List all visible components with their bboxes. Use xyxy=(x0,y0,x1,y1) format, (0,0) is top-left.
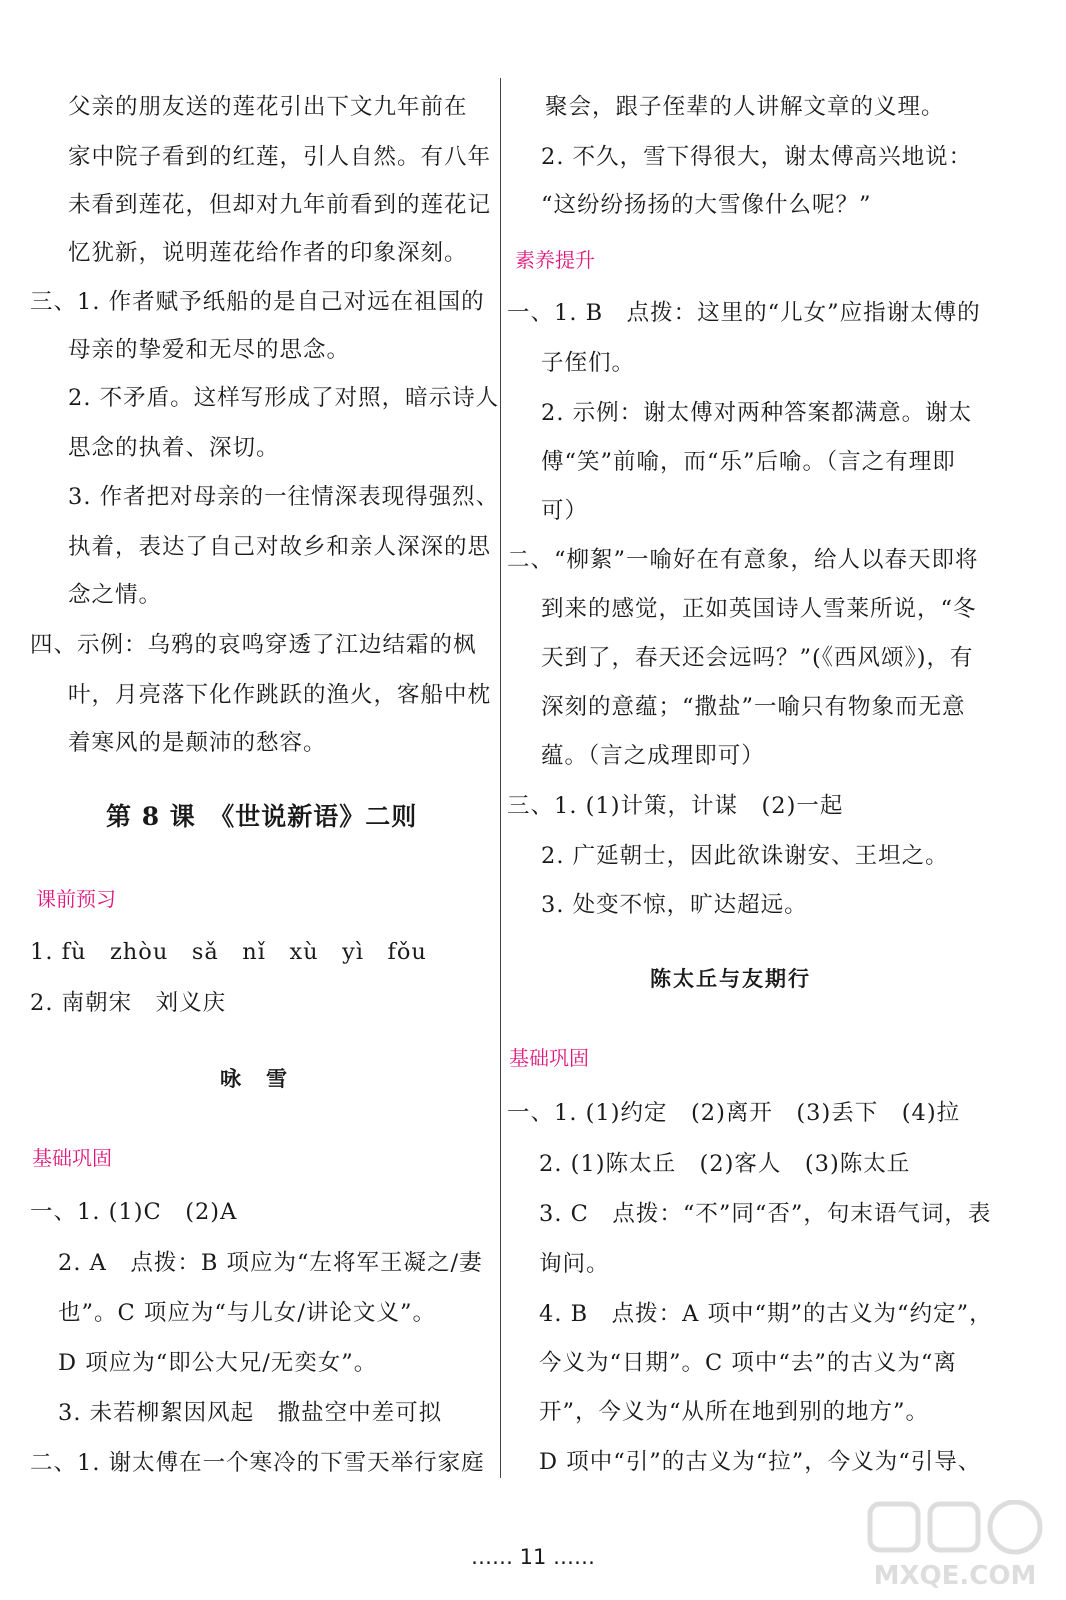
text-line: 3. 作者把对母亲的一往情深表现得强烈、 xyxy=(68,484,500,510)
text-line: 3. 未若柳絮因风起 撒盐空中差可拟 xyxy=(58,1400,443,1426)
text-line: 蕴。（言之成理即可） xyxy=(541,743,765,769)
text-line: 一、1. (1)约定 (2)离开 (3)丢下 (4)拉 xyxy=(507,1100,961,1126)
text-line: 聚会，跟子侄辈的人讲解文章的义理。 xyxy=(545,94,945,120)
text-line: 着寒风的是颠沛的愁容。 xyxy=(68,730,327,756)
text-line: 可） xyxy=(541,498,589,524)
column-divider xyxy=(500,78,501,1478)
text-line: “这纷纷扬扬的大雪像什么呢？” xyxy=(541,192,872,218)
text-line: 2. 广延朝士，因此欲诛谢安、王坦之。 xyxy=(541,843,949,869)
text-line: 2. (1)陈太丘 (2)客人 (3)陈太丘 xyxy=(539,1151,911,1177)
text-line: 未看到莲花，但却对九年前看到的莲花记 xyxy=(68,192,492,218)
text-line: 傅“笑”前喻，而“乐”后喻。（言之有理即 xyxy=(541,449,956,475)
section-heading-improve: 素养提升 xyxy=(515,248,595,272)
text-line: 2. 示例：谢太傅对两种答案都满意。谢太 xyxy=(541,400,973,426)
text-line: 开”，今义为“从所在地到别的地方”。 xyxy=(539,1399,930,1425)
page-number: …… 11 …… xyxy=(470,1545,596,1569)
text-line: 也”。C 项应为“与儿女/讲论文义”。 xyxy=(58,1300,436,1326)
text-line: D 项应为“即公大兄/无奕女”。 xyxy=(58,1350,378,1376)
text-line: 3. 处变不惊，旷达超远。 xyxy=(541,892,808,918)
text-line: 2. 南朝宋 刘义庆 xyxy=(30,990,227,1016)
text-line: 母亲的挚爱和无尽的思念。 xyxy=(68,337,351,363)
subsection-title: 咏 雪 xyxy=(220,1066,289,1091)
text-line: 思念的执着、深切。 xyxy=(68,435,280,461)
text-line: 三、1. (1)计策，计谋 (2)一起 xyxy=(507,793,844,819)
text-line: 2. 不矛盾。这样写形成了对照，暗示诗人 xyxy=(68,385,500,411)
section-heading-basic: 基础巩固 xyxy=(509,1046,589,1070)
section-heading-basic: 基础巩固 xyxy=(32,1146,112,1170)
text-line: 今义为“日期”。C 项中“去”的古义为“离 xyxy=(539,1350,957,1376)
text-line: 2. 不久，雪下得很大，谢太傅高兴地说： xyxy=(541,144,973,170)
section-heading-preview: 课前预习 xyxy=(36,887,116,911)
text-line: 到来的感觉，正如英国诗人雪莱所说，“冬 xyxy=(541,596,977,622)
text-line: 二、“柳絮”一喻好在有意象，给人以春天即将 xyxy=(507,547,979,573)
watermark-logo xyxy=(860,1500,1050,1590)
text-line: D 项中“引”的古义为“拉”，今义为“引导、 xyxy=(539,1449,982,1475)
text-line: 父亲的朋友送的莲花引出下文九年前在 xyxy=(68,94,468,120)
text-line: 四、示例：乌鸦的哀鸣穿透了江边结霜的枫 xyxy=(30,632,477,658)
text-line: 天到了，春天还会远吗？”(《西风颂》)，有 xyxy=(541,645,974,671)
text-line: 叶，月亮落下化作跳跃的渔火，客船中枕 xyxy=(68,682,492,708)
text-line: 1. fù zhòu sǎ nǐ xù yì fǒu xyxy=(30,939,427,965)
lesson-title: 第 8 课 《世说新语》二则 xyxy=(106,802,418,831)
text-line: 一、1. B 点拨：这里的“儿女”应指谢太傅的 xyxy=(507,300,981,326)
text-line: 询问。 xyxy=(539,1251,610,1277)
text-line: 4. B 点拨：A 项中“期”的古义为“约定”， xyxy=(539,1301,993,1327)
text-line: 深刻的意蕴；“撒盐”一喻只有物象而无意 xyxy=(541,694,966,720)
text-line: 2. A 点拨：B 项应为“左将军王凝之/妻 xyxy=(58,1250,483,1276)
text-line: 念之情。 xyxy=(68,582,163,608)
text-line: 三、1. 作者赋予纸船的是自己对远在祖国的 xyxy=(30,289,485,315)
text-line: 子侄们。 xyxy=(541,350,636,376)
subsection-title: 陈太丘与友期行 xyxy=(650,966,811,991)
text-line: 一、1. (1)C (2)A xyxy=(30,1199,238,1225)
text-line: 二、1. 谢太傅在一个寒冷的下雪天举行家庭 xyxy=(30,1450,485,1476)
text-line: 执着，表达了自己对故乡和亲人深深的思 xyxy=(68,534,492,560)
text-line: 3. C 点拨：“不”同“否”，句末语气词，表 xyxy=(539,1201,992,1227)
text-line: 忆犹新，说明莲花给作者的印象深刻。 xyxy=(68,240,468,266)
text-line: 家中院子看到的红莲，引人自然。有八年 xyxy=(68,144,492,170)
watermark-text: MXQE.COM xyxy=(873,1561,1037,1590)
